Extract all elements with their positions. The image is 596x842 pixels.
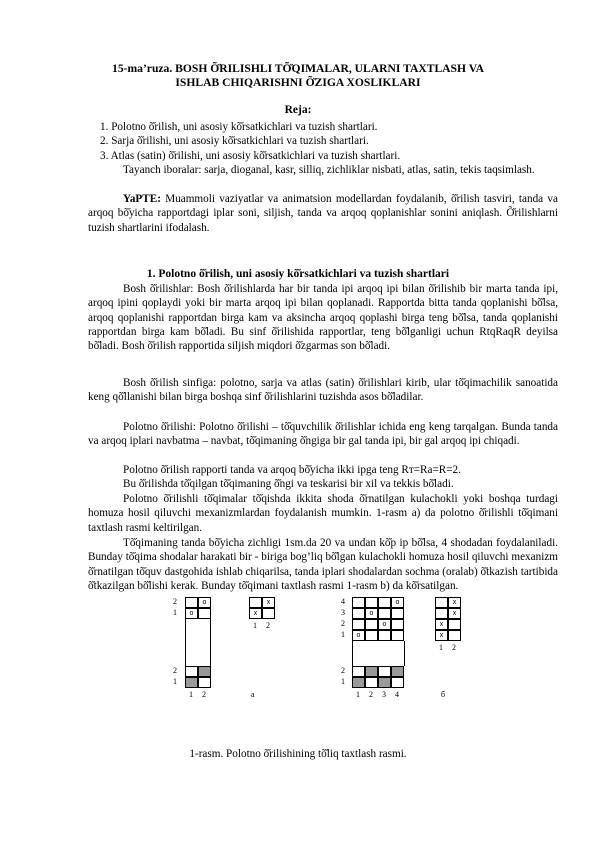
shaft-cell: o <box>185 608 198 619</box>
shaft-cell: o <box>365 608 378 619</box>
paragraph-shafts: Polotno õ̆rilishli tõ̆qimalar tõ̆qishda ikkita shoda õ̆rnatilgan kulachokli yoki boshqa turdagi homuza hosil qiluvchi mexanizmlardan foydalanish mumkin. 1-rasm a) da polotno õ̆rilishli tõ̆qimani taxtlash rasmi keltirilgan. <box>88 493 558 534</box>
row-label: 1 <box>173 677 177 686</box>
row-label: 2 <box>341 619 345 628</box>
threading-cell <box>352 677 365 688</box>
row-label: 4 <box>341 597 345 606</box>
col-label: 2 <box>266 621 270 630</box>
col-label: 1 <box>439 643 443 652</box>
col-label: 4 <box>395 690 399 699</box>
col-label: 2 <box>452 643 456 652</box>
tieup-cell <box>249 597 262 608</box>
shaft-cell <box>365 619 378 630</box>
page-title <box>60 62 536 90</box>
shaft-cell: o <box>352 630 365 641</box>
threading-line <box>352 641 353 666</box>
row-label: 2 <box>173 666 177 675</box>
paragraph-weave-classes: Bosh õ̆rilish sinfiga: polotno, sarja va atlas (satin) õ̆rilishlari kirib, ular tõ̆qimachilik sanoatida keng qõ̆llanishi bilan birga boshqa sinf õ̆rilishlarini tuzishda asos bõ̆ladilar. <box>88 377 558 404</box>
tieup-cell <box>435 608 448 619</box>
tieup-cell: x <box>435 630 448 641</box>
threading-cell <box>185 677 198 688</box>
col-label: 1 <box>356 690 360 699</box>
threading-line <box>185 619 186 666</box>
tieup-cell: x <box>249 608 262 619</box>
threading-cell <box>198 666 211 677</box>
row-label: 1 <box>341 630 345 639</box>
figure-label-a: a <box>251 690 255 699</box>
plan-item: 3. Atlas (satin) õ̆rilishi, uni asosiy kõ̆rsatkichlari va tuzish shartlari. <box>100 149 401 162</box>
shaft-cell <box>185 597 198 608</box>
shaft-cell <box>352 608 365 619</box>
tieup-cell: x <box>448 608 461 619</box>
shaft-cell: o <box>198 597 211 608</box>
tieup-cell <box>262 608 275 619</box>
shaft-cell <box>198 608 211 619</box>
paragraph-density: Tõ̆qimaning tanda bõ̆yicha zichligi 1sm.da 20 va undan kõ̆p ip bõ̆lsa, 4 shodadan foydalaniladi. Bunday tõ̆qima shodalar harakati bir - biriga bog’liq bõ̆lgan kulachokli homuza hosil qiluvchi mexanizm õ̆rnatilgan tõ̆quv dastgohida ishlab chiqarilsa, tanda iplari shodalardan sochma (oralab) õ̆tkazish tartibida õ̆tkazilgan bõ̆lishi kerak. Bunday tõ̆qimani taxtlash rasmi 1-rasm b) da kõ̆rsatilgan. <box>88 537 558 592</box>
paragraph-face-back: Bu õ̆rilishda tõ̆qilgan tõ̆qimaning õ̆ngi va teskarisi bir xil va tekkis bõ̆ladi. <box>123 478 454 490</box>
shaft-cell <box>378 630 391 641</box>
yapte-label: YaPTE: <box>123 193 161 205</box>
plan-item: 1. Polotno õ̆rilish, uni asosiy kõ̆rsatkichlari va tuzish shartlari. <box>100 121 378 133</box>
threading-cell <box>352 666 365 677</box>
row-label: 2 <box>173 597 177 606</box>
key-terms-paragraph: Tayanch iboralar: sarja, dioganal, kasr, silliq, zichliklar nisbati, atlas, satin, tekis taqsimlash. <box>123 164 535 176</box>
shaft-cell: o <box>378 619 391 630</box>
threading-cell <box>391 666 404 677</box>
paragraph-plain-weave: Polotno õ̆rilishi: Polotno õ̆rilishi – tõ̆quvchilik õ̆rilishlar ichida eng keng tarqalgan. Bunda tanda va arqoq iplari navbatma – navbat, tõ̆qimaning õ̆ngiga bir gal tanda ipi, bir gal arqoq ipi chiqadi. <box>88 421 558 448</box>
figure-caption: 1-rasm. Polotno õ̆rilishining tõ̆liq taxtlash rasmi. <box>189 748 407 760</box>
col-label: 2 <box>369 690 373 699</box>
row-label: 2 <box>341 666 345 675</box>
threading-cell <box>391 677 404 688</box>
shaft-cell <box>365 597 378 608</box>
title-line-1: 15-ma’ruza. BOSH Õ̆RILISHLI TÕ̆QIMALAR, ULARNI TAXTLASH VA <box>112 62 484 75</box>
row-label: 1 <box>341 677 345 686</box>
section-heading: 1. Polotno õ̆rilish, uni asosiy kõ̆rsatkichlari va tuzish shartlari <box>146 268 450 280</box>
shaft-cell <box>352 619 365 630</box>
tieup-cell <box>448 619 461 630</box>
threading-cell <box>365 677 378 688</box>
tieup-cell <box>448 630 461 641</box>
plan-list <box>100 120 400 163</box>
figure-label-b: б <box>441 690 446 699</box>
threading-cell <box>365 666 378 677</box>
yapte-paragraph <box>88 192 558 235</box>
paragraph-repeat: Polotno õ̆rilish rapporti tanda va arqoq bõ̆yicha ikki ipga teng Rт=Ra=R=2. <box>123 464 461 476</box>
threading-line <box>210 619 211 666</box>
col-label: 1 <box>253 621 257 630</box>
shaft-cell <box>365 630 378 641</box>
threading-cell <box>378 677 391 688</box>
tieup-cell: x <box>262 597 275 608</box>
threading-line <box>404 641 405 666</box>
shaft-cell <box>391 619 404 630</box>
paragraph-main-weaves: Bosh õ̆rilishlar: Bosh õ̆rilishlarda har bir tanda ipi arqoq ipi bilan õ̆rilishib bir marta tanda ipi, arqoq ipini qoplaydi yoki bir marta arqoq ipi bilan qoplanadi. Rapportda bitta tanda qoplanishi bõ̆lsa, arqoq qoplanishi rapportdan birga kam va aksincha arqoq qoplashi birga teng bõ̆lsa, tanda qoplanishi rapportdan birga kam bõ̆ladi. Bu sinf õ̆rilishida rapportlar, teng bõ̆lganligi uchun RtqRaqR deyilsa bõ̆ladi. Bosh õ̆rilish rapportida siljish miqdori õ̆zgarmas son bõ̆ladi. <box>88 283 558 353</box>
row-label: 1 <box>173 608 177 617</box>
plan-item: 2. Sarja õ̆rilishi, uni asosiy kõ̆rsatkichlari va tuzish shartlari. <box>100 135 369 148</box>
shaft-cell: o <box>391 597 404 608</box>
yapte-text: Muammoli vaziyatlar va animatsion modellardan foydalanib, õ̆rilish tasviri, tanda va arqoq bõ̆yicha rapportdagi iplar soni, siljish, tanda va arqoq qoplanishlar sonini aniqlash. Õ̆rilishlarni tuzish shartlarini ifodalash. <box>88 193 558 234</box>
shaft-cell <box>378 597 391 608</box>
row-label: 3 <box>341 608 345 617</box>
col-label: 2 <box>202 690 206 699</box>
shaft-cell <box>378 608 391 619</box>
col-label: 1 <box>189 690 193 699</box>
shaft-cell <box>352 597 365 608</box>
threading-cell <box>378 666 391 677</box>
plan-heading: Reja: <box>284 104 312 116</box>
tieup-cell <box>435 597 448 608</box>
shaft-cell <box>391 608 404 619</box>
tieup-cell: x <box>435 619 448 630</box>
threading-cell <box>198 677 211 688</box>
tieup-cell: x <box>448 597 461 608</box>
col-label: 3 <box>382 690 386 699</box>
draft-figure <box>165 597 495 747</box>
threading-cell <box>185 666 198 677</box>
title-line-2: ISHLAB CHIQARISHNI Õ̆ZIGA XOSLIKLARI <box>175 76 421 89</box>
shaft-cell <box>391 630 404 641</box>
